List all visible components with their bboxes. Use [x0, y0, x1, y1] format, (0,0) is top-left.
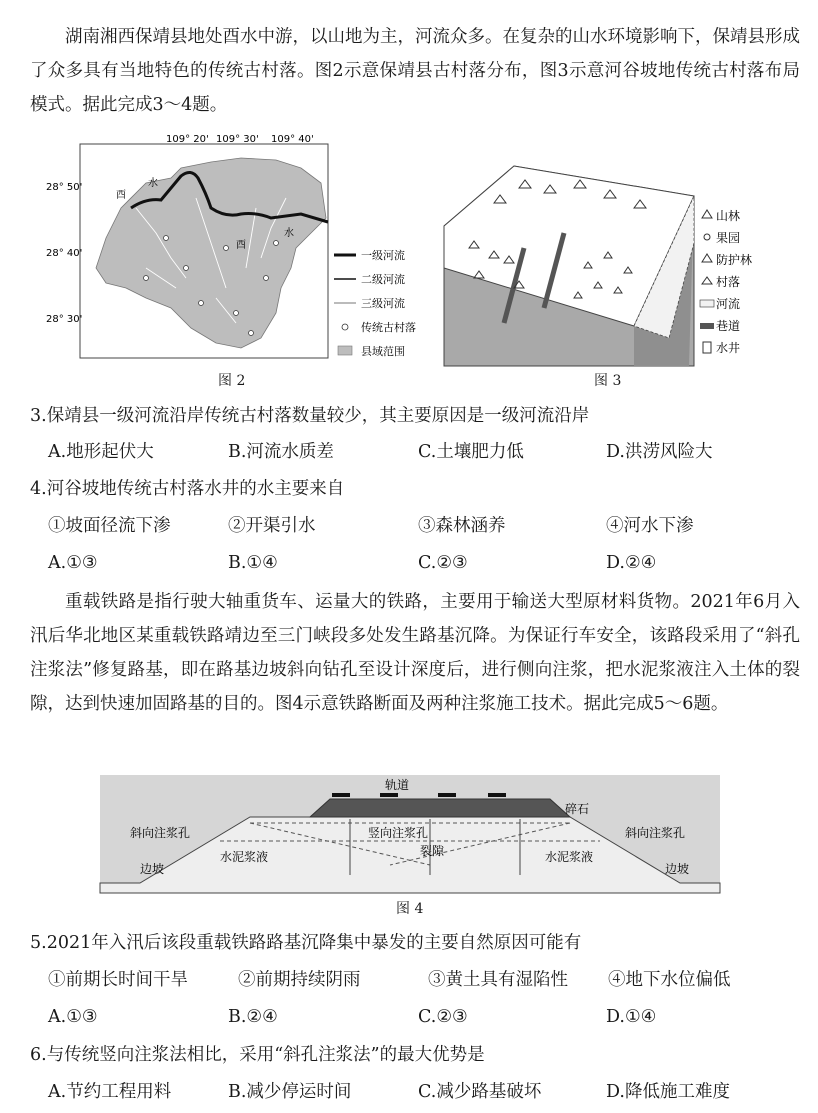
option-a: A.①③ [48, 1007, 98, 1027]
intro-paragraph-2: 重载铁路是指行驶大轴重货车、运量大的铁路，主要用于输送大型原材料货物。2021年6月入汛后华北地区某重载铁路靖边至三门峡段多处发生路基沉降。为保证行车安全，该路段采用了“斜孔注浆法”修复路基，即在路基边坡斜向钻孔至设计深度后，进行侧向注浆，把水泥浆液注入土体的裂隙，达到快速加固路基的目的。图4示意铁路断面及两种注浆施工技术。据此完成5～6题。 [30, 592, 800, 714]
left-hole-label: 斜向注浆孔 [130, 826, 191, 840]
ballast-label: 碎石 [565, 802, 590, 816]
svg-text:村落: 村落 [716, 275, 741, 289]
item-3: ③森林涵养 [418, 516, 506, 536]
option-d: D.洪涝风险大 [606, 442, 713, 462]
svg-text:县域范围: 县域范围 [361, 345, 405, 358]
svg-text:二级河流: 二级河流 [361, 273, 405, 286]
intro-paragraph-1: 湖南湘西保靖县地处酉水中游，以山地为主，河流众多。在复杂的山水环境影响下，保靖县形成了众多具有当地特色的传统古村落。图2示意保靖县古村落分布，图3示意河谷坡地传统古村落布局模式。据此完成3～4题。 [30, 27, 800, 115]
figure-2-caption: 图 2 [218, 373, 246, 389]
figure-3-caption: 图 3 [594, 373, 622, 389]
svg-text:一级河流: 一级河流 [361, 249, 405, 262]
svg-text:防护林: 防护林 [716, 253, 753, 267]
lat-label: 28° 40' [46, 248, 83, 259]
option-a: A.地形起伏大 [48, 442, 154, 462]
question-3-stem: 3.保靖县一级河流沿岸传统古村落数量较少，其主要原因是一级河流沿岸 [30, 406, 590, 426]
river-label: 酉 [116, 190, 126, 201]
svg-text:果园: 果园 [716, 231, 741, 245]
right-hole-label: 斜向注浆孔 [625, 826, 686, 840]
option-c: C.②③ [418, 553, 468, 573]
option-a: A.①③ [48, 553, 98, 573]
slurry-left-label: 水泥浆液 [220, 850, 269, 864]
item-3: ③黄土具有湿陷性 [428, 970, 568, 990]
item-2: ②开渠引水 [228, 516, 316, 536]
lon-label: 109° 20' [166, 134, 209, 145]
track-label: 轨道 [385, 778, 410, 792]
option-a: A.节约工程用料 [48, 1082, 172, 1102]
question-5-stem: 5.2021年入汛后该段重载铁路路基沉降集中暴发的主要自然原因可能有 [30, 933, 582, 953]
river-label: 水 [284, 228, 294, 239]
svg-text:河流: 河流 [716, 297, 741, 311]
svg-text:山林: 山林 [716, 209, 741, 223]
figure-2-map [46, 134, 421, 370]
lon-label: 109° 40' [271, 134, 314, 145]
lat-label: 28° 30' [46, 314, 83, 325]
option-c: C.②③ [418, 1007, 468, 1027]
lat-label: 28° 50' [46, 182, 83, 193]
slurry-right-label: 水泥浆液 [545, 850, 594, 864]
crack-label: 裂隙 [420, 844, 445, 858]
svg-text:水井: 水井 [716, 341, 741, 355]
option-d: D.降低施工难度 [606, 1082, 730, 1102]
figure-4-railway-section [100, 775, 720, 893]
option-b: B.①④ [228, 553, 278, 573]
item-4: ④地下水位偏低 [608, 970, 731, 990]
slope-left-label: 边坡 [140, 862, 165, 876]
option-c: C.土壤肥力低 [418, 442, 524, 462]
option-d: D.①④ [606, 1007, 657, 1027]
lon-label: 109° 30' [216, 134, 259, 145]
figure-4-caption: 图 4 [396, 901, 424, 917]
option-b: B.②④ [228, 1007, 278, 1027]
option-c: C.减少路基破坏 [418, 1082, 542, 1102]
river-label: 酉 [236, 240, 246, 251]
block-legend [700, 208, 752, 355]
item-1: ①前期长时间干旱 [48, 970, 188, 990]
slope-right-label: 边坡 [665, 862, 690, 876]
item-4: ④河水下渗 [606, 516, 694, 536]
map-legend [334, 248, 416, 358]
svg-text:巷道: 巷道 [716, 319, 741, 333]
river-label: 水 [148, 178, 158, 189]
question-6-stem: 6.与传统竖向注浆法相比，采用“斜孔注浆法”的最大优势是 [30, 1045, 485, 1065]
item-1: ①坡面径流下渗 [48, 516, 171, 536]
option-d: D.②④ [606, 553, 657, 573]
vertical-hole-label: 竖向注浆孔 [368, 826, 429, 840]
figure-3-block-diagram [444, 148, 804, 370]
svg-text:三级河流: 三级河流 [361, 297, 405, 310]
svg-text:传统古村落: 传统古村落 [361, 321, 416, 334]
option-b: B.河流水质差 [228, 442, 334, 462]
option-b: B.减少停运时间 [228, 1082, 352, 1102]
question-4-stem: 4.河谷坡地传统古村落水井的水主要来自 [30, 479, 345, 499]
item-2: ②前期持续阴雨 [238, 970, 361, 990]
